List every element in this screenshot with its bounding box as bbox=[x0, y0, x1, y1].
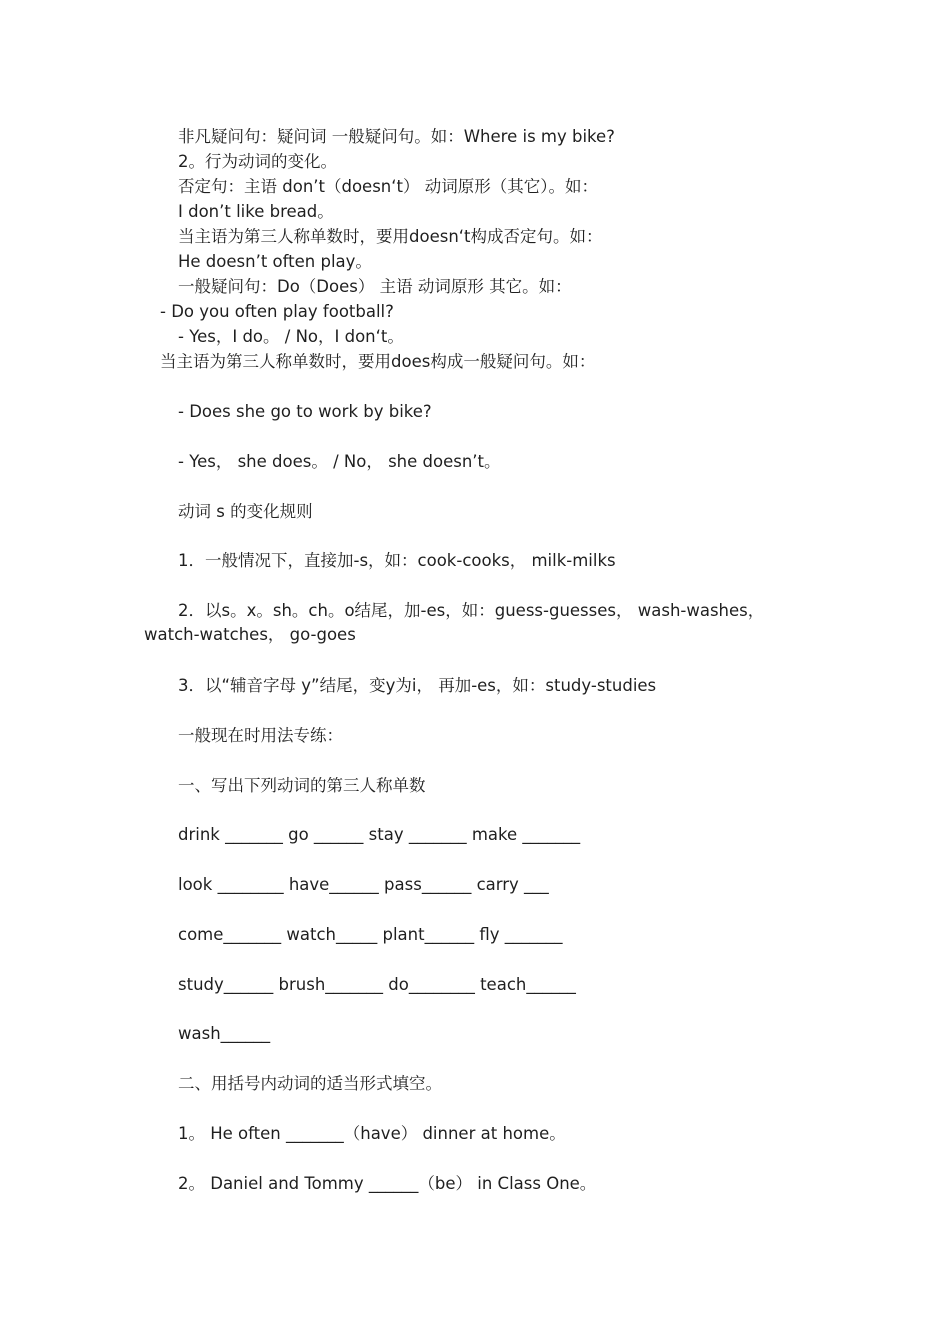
exercise-line: drink _______ go ______ stay _______ make _______ bbox=[178, 825, 581, 844]
text-line: 1．一般情况下，直接加-s，如：cook-cooks， milk-milks bbox=[178, 551, 616, 570]
exercise-line: study______ brush_______ do________ teach______ bbox=[178, 975, 576, 994]
exercise-line: wash______ bbox=[178, 1024, 271, 1043]
exercise-line: come_______ watch_____ plant______ fly _______ bbox=[178, 925, 563, 944]
section-heading: 一般现在时用法专练： bbox=[178, 726, 343, 745]
text-line: - Does she go to work by bike? bbox=[178, 402, 432, 421]
text-line: - Do you often play football? bbox=[160, 302, 394, 321]
text-line: 一般疑问句：Do（Does） 主语 动词原形 其它。如： bbox=[178, 277, 572, 296]
text-line: 当主语为第三人称单数时，要用does构成一般疑问句。如： bbox=[160, 352, 596, 371]
text-line: - Yes，I do。 / No，I don‘t。 bbox=[178, 327, 404, 346]
text-line: I don’t like bread。 bbox=[178, 202, 334, 221]
text-line: He doesn’t often play。 bbox=[178, 252, 372, 271]
text-line: - Yes， she does。 / No， she doesn’t。 bbox=[178, 452, 501, 471]
exercise-line: 1。 He often _______（have） dinner at home。 bbox=[178, 1124, 566, 1143]
exercise-heading: 二、用括号内动词的适当形式填空。 bbox=[178, 1074, 442, 1093]
text-line: 2。行为动词的变化。 bbox=[178, 152, 337, 171]
section-heading: 动词 s 的变化规则 bbox=[178, 502, 313, 521]
exercise-heading: 一、写出下列动词的第三人称单数 bbox=[178, 776, 426, 795]
text-line: 当主语为第三人称单数时，要用doesn‘t构成否定句。如： bbox=[178, 227, 603, 246]
exercise-line: 2。 Daniel and Tommy ______（be） in Class One。 bbox=[178, 1174, 597, 1193]
exercise-line: look ________ have______ pass______ carry ___ bbox=[178, 875, 549, 894]
text-paragraph: 2．以s。x。sh。ch。o结尾，加-es，如：guess-guesses， wash-washes， watch-watches， go-goes bbox=[144, 601, 765, 644]
text-line: 否定句：主语 don’t（doesn‘t） 动词原形（其它）。如： bbox=[178, 177, 598, 196]
text-line: 3．以“辅音字母 y”结尾，变y为i， 再加-es，如：study-studies bbox=[178, 676, 657, 695]
text-line: 非凡疑问句：疑问词 一般疑问句。如：Where is my bike? bbox=[178, 127, 615, 146]
